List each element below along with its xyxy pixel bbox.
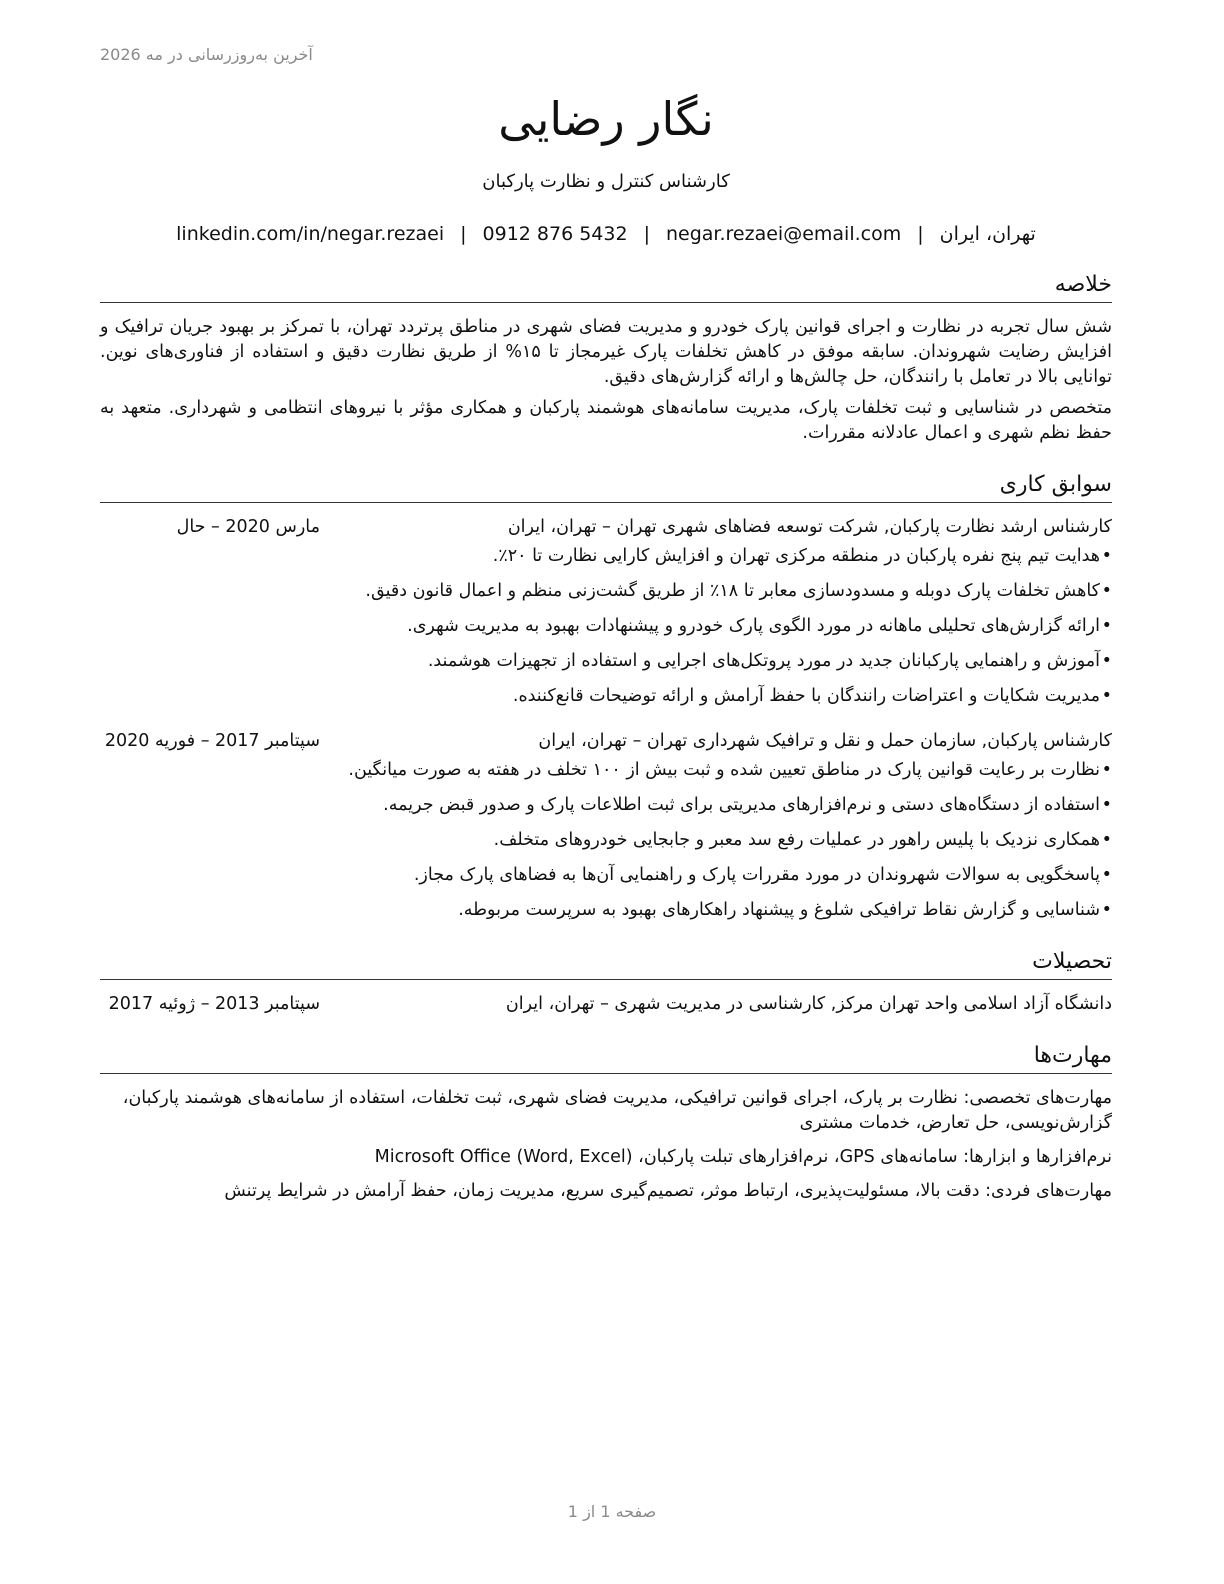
candidate-title: کارشناس کنترل و نظارت پارکبان xyxy=(482,171,730,192)
bullet-text: ارائه گزارش‌های تحلیلی ماهانه در مورد الگوی پارک خودرو و پیشنهادات بهبود به مدیریت شهری. xyxy=(407,616,1100,636)
job-bullet xyxy=(100,579,1112,604)
bullet-dot: • xyxy=(1101,830,1112,850)
contact-line xyxy=(100,222,1112,246)
contact-separator: | xyxy=(917,223,924,245)
section-title-summary: خلاصه xyxy=(100,270,1112,303)
summary-paragraph: متخصص در شناسایی و ثبت تخلفات پارک، مدیریت سامانه‌های هوشمند پارکبان و همکاری مؤثر با نیروهای انتظامی و شهرداری. متعهد به حفظ نظم شهری و اعمال عادلانه مقررات. xyxy=(100,398,1112,443)
job-entry xyxy=(100,515,1112,709)
experience-section xyxy=(100,470,1112,923)
job-bullet xyxy=(100,793,1112,818)
skill-line: مهارت‌های تخصصی: نظارت بر پارک، اجرای قوانین ترافیکی، مدیریت فضای شهری، ثبت تخلفات، استفاده از سامانه‌های هوشمند پارکبان، گزارش‌نویسی، حل تعارض، خدمات مشتری xyxy=(122,1088,1112,1133)
summary-paragraph: شش سال تجربه در نظارت و اجرای قوانین پارک خودرو و مدیریت فضای شهری در مناطق پرتردد تهران، با تمرکز بر بهبود جریان ترافیک و افزایش رضایت شهروندان. سابقه موفق در کاهش تخلفات پارک غیرمجاز تا ۱۵% از طریق نظارت دقیق و استفاده از فناوری‌های نوین. توانایی بالا در تعامل با رانندگان، حل چالش‌ها و ارائه گزارش‌های دقیق. xyxy=(100,317,1112,387)
bullet-text: نظارت بر رعایت قوانین پارک در مناطق تعیین شده و ثبت بیش از ۱۰۰ تخلف در هفته به صورت میانگین. xyxy=(348,760,1100,780)
job-bullet xyxy=(100,649,1112,674)
bullet-text: مدیریت شکایات و اعتراضات رانندگان با حفظ آرامش و ارائه توضیحات قانع‌کننده. xyxy=(512,686,1100,706)
job-bullet xyxy=(100,863,1112,888)
bullet-text: کاهش تخلفات پارک دوبله و مسدودسازی معابر تا ۱۸٪ از طریق گشت‌زنی منظم و اعمال قانون دقیق. xyxy=(365,581,1100,601)
job-bullet xyxy=(100,898,1112,923)
bullet-dot: • xyxy=(1101,581,1112,601)
resume-document xyxy=(100,88,1112,1213)
education-entry xyxy=(100,992,1112,1017)
bullet-dot: • xyxy=(1101,760,1112,780)
skill-line: نرم‌افزارها و ابزارها: سامانه‌های GPS، نرم‌افزارهای تبلت پارکبان، Microsoft Office (Word, Excel) xyxy=(374,1147,1112,1167)
bullet-dot: • xyxy=(1101,900,1112,920)
bullet-dot: • xyxy=(1101,686,1112,706)
contact-separator: | xyxy=(643,223,650,245)
bullet-dot: • xyxy=(1101,865,1112,885)
bullet-text: استفاده از دستگاه‌های دستی و نرم‌افزارهای مدیریتی برای ثبت اطلاعات پارک و صدور قبض جریمه. xyxy=(383,795,1100,815)
summary-section xyxy=(100,270,1112,446)
education-section xyxy=(100,947,1112,1017)
job-role: کارشناس پارکبان, سازمان حمل و نقل و ترافیک شهرداری تهران – تهران، ایران xyxy=(538,731,1112,751)
page-number: صفحه 1 از 1 xyxy=(567,1502,657,1521)
job-bullet xyxy=(100,758,1112,783)
job-bullet xyxy=(100,544,1112,569)
resume-header xyxy=(100,88,1112,246)
job-bullet xyxy=(100,614,1112,639)
section-title-experience: سوابق کاری xyxy=(100,470,1112,503)
job-bullets xyxy=(100,544,1112,709)
bullet-dot: • xyxy=(1101,795,1112,815)
contact-linkedin[interactable]: linkedin.com/in/negar.rezaei xyxy=(176,223,445,245)
bullet-text: آموزش و راهنمایی پارکبانان جدید در مورد پروتکل‌های اجرایی و استفاده از تجهیزات هوشمند. xyxy=(427,651,1100,671)
section-title-education: تحصیلات xyxy=(100,947,1112,980)
job-bullet xyxy=(100,684,1112,709)
job-dates: سپتامبر 2017 – فوریه 2020 xyxy=(104,731,320,751)
section-title-skills: مهارت‌ها xyxy=(100,1041,1112,1074)
job-dates: مارس 2020 – حال xyxy=(176,517,320,537)
contact-phone: 0912 876 5432 xyxy=(482,223,628,245)
bullet-text: هدایت تیم پنج نفره پارکبان در منطقه مرکزی تهران و افزایش کارایی نظارت تا ۲۰٪. xyxy=(492,546,1100,566)
job-role: کارشناس ارشد نظارت پارکبان, شرکت توسعه فضاهای شهری تهران – تهران، ایران xyxy=(507,517,1112,537)
contact-separator: | xyxy=(460,223,467,245)
contact-location: تهران، ایران xyxy=(939,223,1036,245)
education-institution: دانشگاه آزاد اسلامی واحد تهران مرکز, کارشناسی در مدیریت شهری – تهران، ایران xyxy=(505,994,1112,1014)
last-updated-note: آخرین به‌روزرسانی در مه 2026 xyxy=(100,45,313,64)
bullet-dot: • xyxy=(1101,616,1112,636)
job-bullet xyxy=(100,828,1112,853)
contact-email[interactable]: negar.rezaei@email.com xyxy=(665,223,902,245)
candidate-name: نگار رضایی xyxy=(498,92,714,146)
skill-line: مهارت‌های فردی: دقت بالا، مسئولیت‌پذیری، ارتباط موثر، تصمیم‌گیری سریع، مدیریت زمان، حفظ آرامش در شرایط پرتنش xyxy=(224,1181,1112,1201)
bullet-text: پاسخگویی به سوالات شهروندان در مورد مقررات پارک و راهنمایی آن‌ها به فضاهای پارک مجاز. xyxy=(413,865,1100,885)
bullet-dot: • xyxy=(1101,651,1112,671)
education-dates: سپتامبر 2013 – ژوئیه 2017 xyxy=(108,994,320,1014)
job-entry xyxy=(100,729,1112,923)
skills-section xyxy=(100,1041,1112,1204)
job-header xyxy=(100,515,1112,540)
bullet-text: شناسایی و گزارش نقاط ترافیکی شلوغ و پیشنهاد راهکارهای بهبود به سرپرست مربوطه. xyxy=(458,900,1100,920)
job-bullets xyxy=(100,758,1112,923)
bullet-text: همکاری نزدیک با پلیس راهور در عملیات رفع سد معبر و جابجایی خودروهای متخلف. xyxy=(493,830,1100,850)
bullet-dot: • xyxy=(1101,546,1112,566)
job-header xyxy=(100,729,1112,754)
